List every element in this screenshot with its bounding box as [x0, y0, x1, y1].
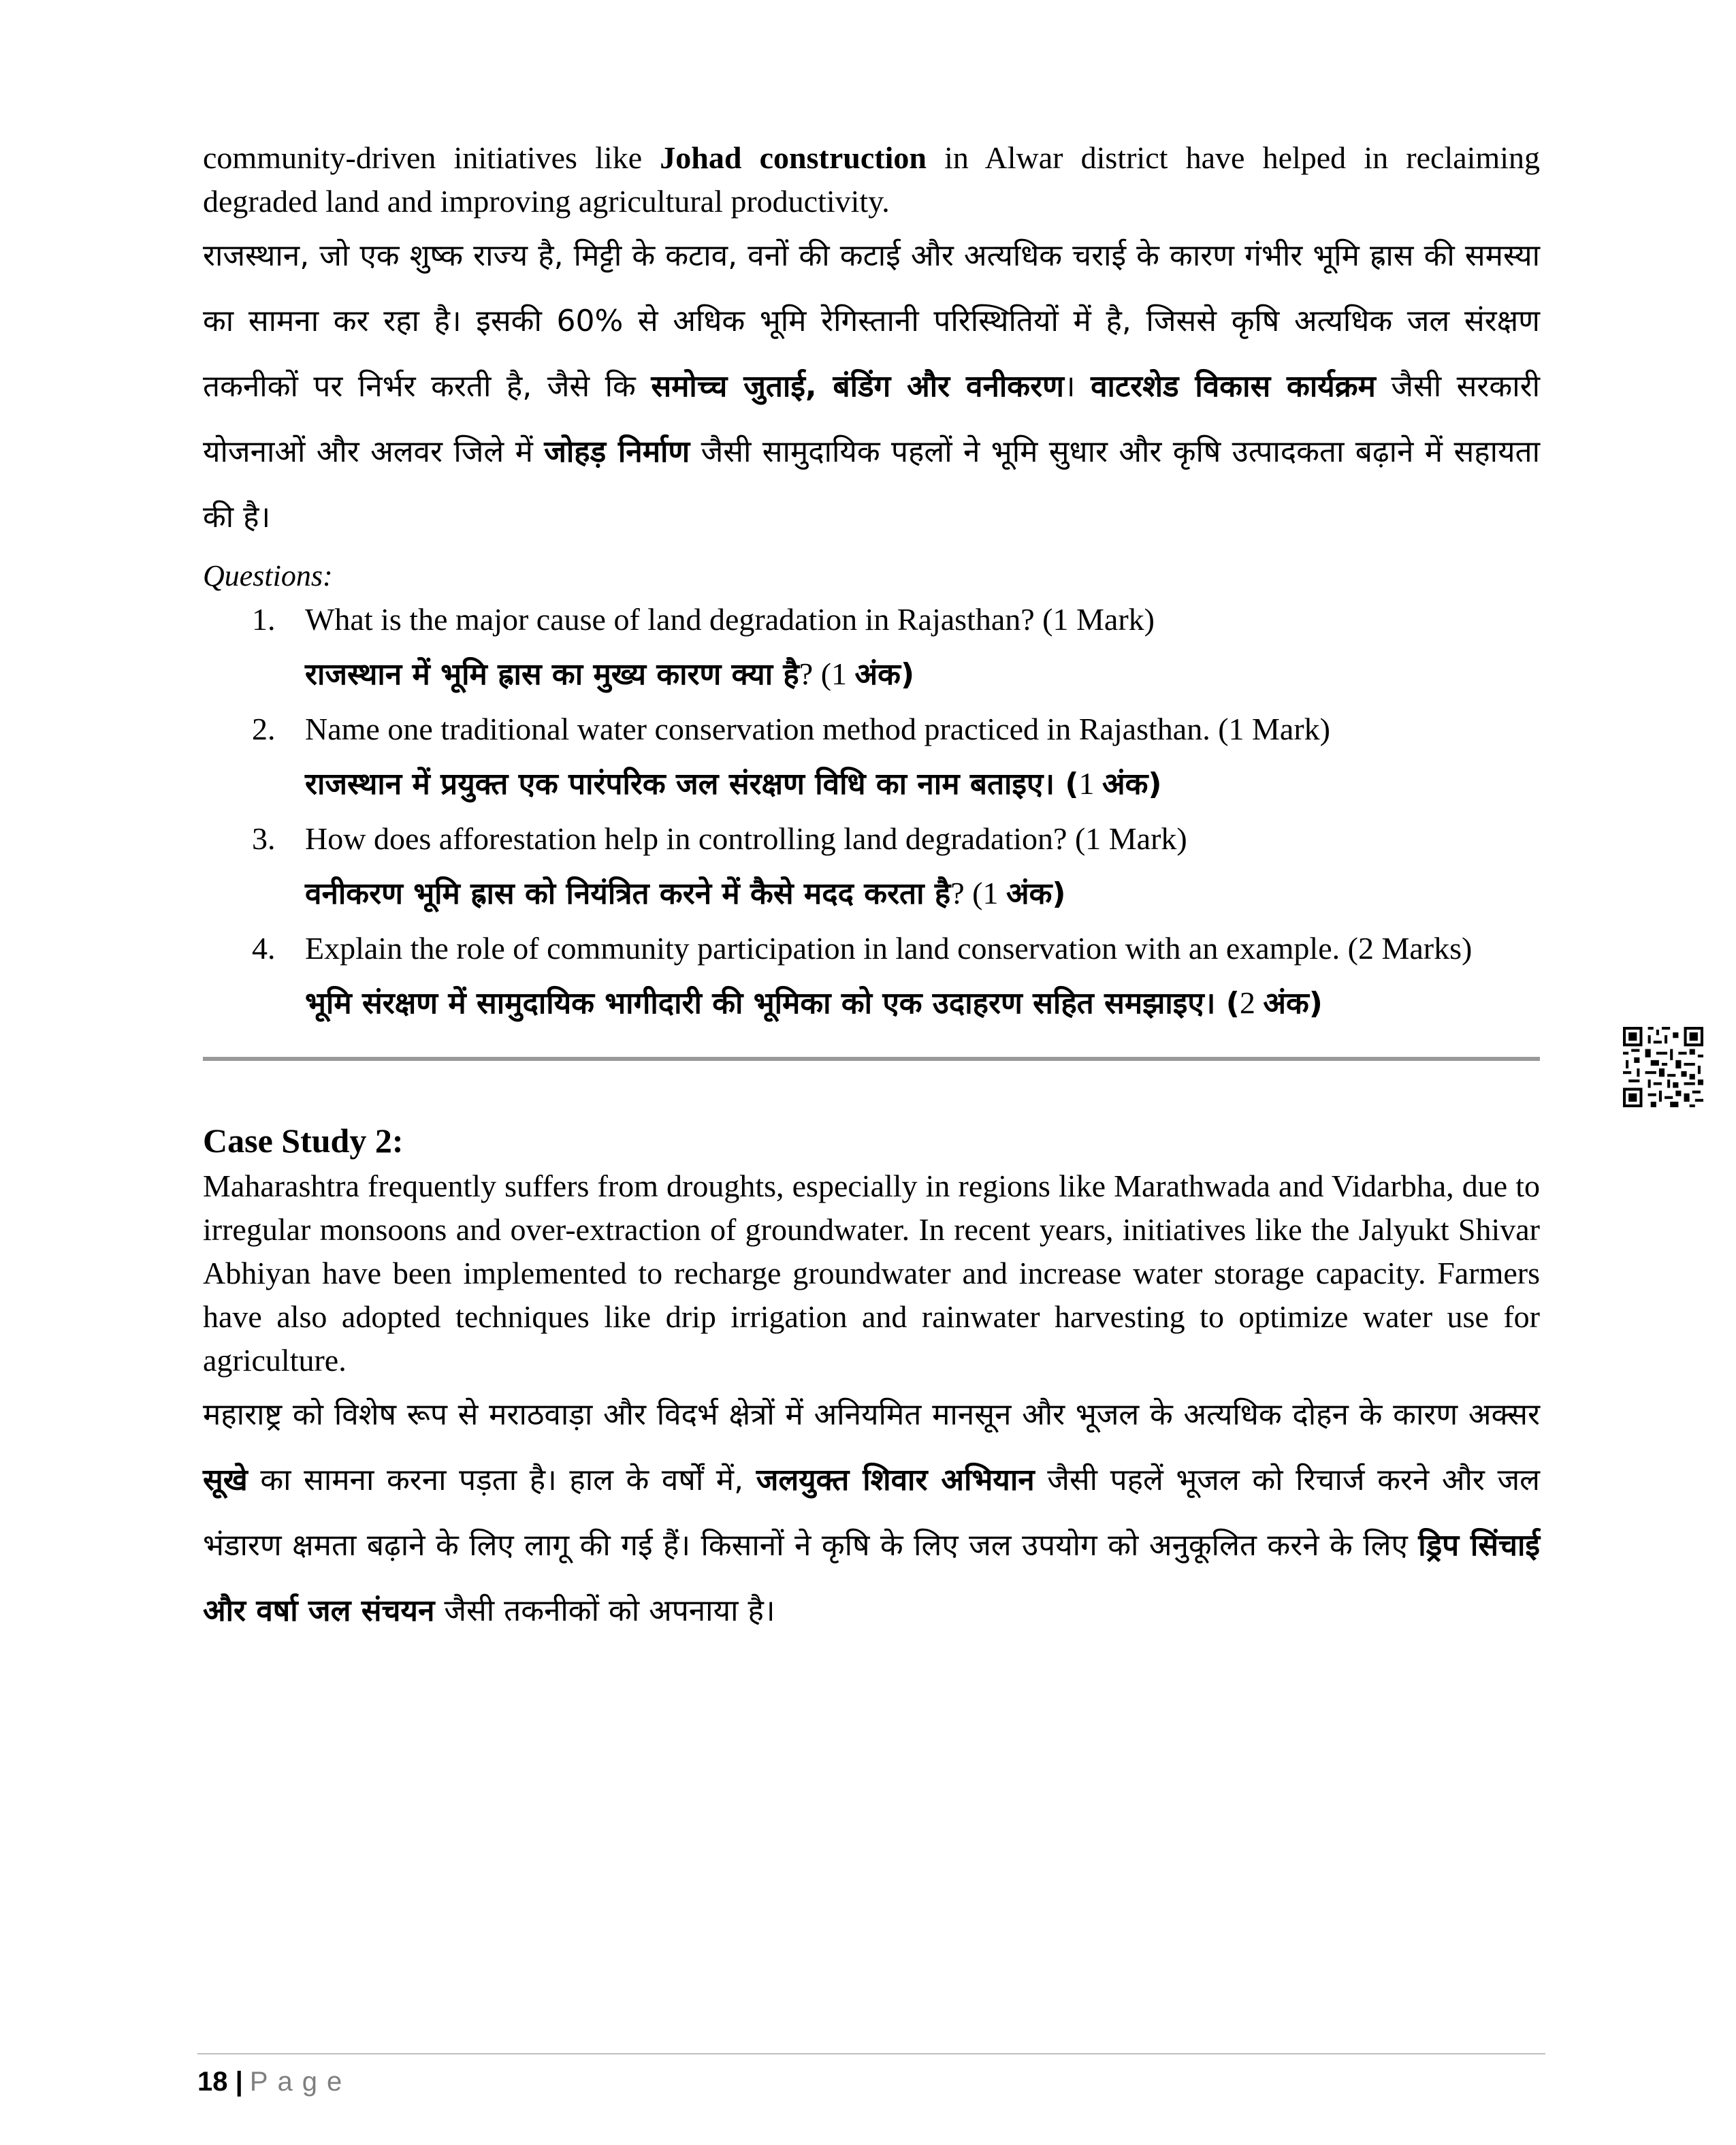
- question-item: [203, 598, 1540, 708]
- page-footer: [197, 2063, 351, 2100]
- page-number: 18: [197, 2067, 228, 2097]
- question-hindi-text: राजस्थान में प्रयुक्त एक पारंपरिक जल संरक्षण विधि का नाम बताइए। (: [305, 767, 1079, 801]
- question-mark-word: अंक): [854, 657, 915, 692]
- question-hindi-text: राजस्थान में भूमि ह्रास का मुख्य कारण क्या है: [305, 657, 799, 692]
- case-study-2-english: Maharashtra frequently suffers from droughts, especially in regions like Marathwada and Vidarbha, due to irregular monsoons and over-extraction of groundwater. In recent years, initiatives like the Jalyukt Shivar Abhiyan have been implemented to recharge groundwater and increase water storage capacity. Farmers have also adopted techniques like drip irrigation and rainwater harvesting to optimize water use for agriculture.: [203, 1169, 1540, 1378]
- question-number: 1.: [252, 602, 276, 637]
- section-divider: [203, 1057, 1540, 1061]
- question-hindi-text: भूमि संरक्षण में सामुदायिक भागीदारी की भूमिका को एक उदाहरण सहित समझाइए। (: [305, 986, 1240, 1021]
- question-mark-word: अंक): [1102, 767, 1162, 801]
- question-paren: 2: [1239, 985, 1264, 1020]
- hindi-paragraph-1: [203, 223, 1540, 550]
- intro-paragraph: [203, 136, 1540, 223]
- hindi-text: राजस्थान, जो एक शुष्क राज्य है, मिट्टी के कटाव, वनों की कटाई और अत्यधिक चराई के कारण गंभीर भूमि ह्रास की समस्या का सामना कर रहा है। इसकी 60% से अधिक भूमि रेगिस्तानी परिस्थितियों में है, जिससे कृषि अत्यधिक जल संरक्षण तकनीकों पर निर्भर करती है, जैसे कि: [203, 238, 1540, 404]
- hindi-text: जैसी सामुदायिक पहलों ने भूमि सुधार और कृषि उत्पादकता बढ़ाने में सहायता की है।: [203, 434, 1540, 535]
- footer-separator: |: [235, 2067, 243, 2097]
- question-mark-word: अंक): [1263, 986, 1323, 1021]
- question-hindi: [305, 970, 1540, 1036]
- question-english: How does afforestation help in controlling land degradation? (1 Mark): [305, 821, 1187, 856]
- hindi-text: जैसी सरकारी योजनाओं और अलवर जिले में: [203, 369, 1540, 469]
- question-item: [203, 927, 1540, 1036]
- hindi-text: महाराष्ट्र को विशेष रूप से मराठवाड़ा और विदर्भ क्षेत्रों में अनियमित मानसून और भूजल के अत्यधिक दोहन के कारण अक्सर: [203, 1397, 1540, 1432]
- intro-bold-johad: Johad construction: [660, 140, 927, 175]
- question-item: [203, 708, 1540, 817]
- hindi-bold: जोहड़ निर्माण: [544, 434, 690, 469]
- hindi-text: जैसी पहलें भूजल को रिचार्ज करने और जल भंडारण क्षमता बढ़ाने के लिए लागू की गई हैं। किसानों ने कृषि के लिए जल उपयोग को अनुकूलित करने के लिए: [203, 1463, 1540, 1563]
- page-content: [203, 136, 1540, 1644]
- hindi-text: का सामना करना पड़ता है। हाल के वर्षों में,: [247, 1463, 756, 1497]
- question-english: Explain the role of community participation in land conservation with an example. (2 Marks): [305, 931, 1473, 966]
- question-hindi: [305, 861, 1540, 927]
- question-english: What is the major cause of land degradation in Rajasthan? (1 Mark): [305, 602, 1155, 637]
- questions-list: [203, 598, 1540, 1036]
- question-mark-word: अंक): [1006, 876, 1066, 911]
- hindi-text: ।: [1063, 369, 1091, 404]
- intro-text-2: in Alwar district have helped in reclaiming degraded land and improving agricultural productivity.: [203, 140, 1540, 219]
- question-number: 2.: [252, 712, 276, 746]
- question-number: 3.: [252, 821, 276, 856]
- case-study-2-hindi: [203, 1382, 1540, 1644]
- page-word: Page: [249, 2067, 352, 2097]
- question-hindi: [305, 641, 1540, 708]
- question-item: [203, 817, 1540, 927]
- question-paren: ? (1: [799, 656, 855, 691]
- hindi-bold: जलयुक्त शिवार अभियान: [756, 1463, 1035, 1497]
- hindi-bold: सूखे: [203, 1463, 248, 1497]
- hindi-bold: वाटरशेड विकास कार्यक्रम: [1091, 369, 1376, 404]
- case-study-2-title: Case Study 2:: [203, 1122, 404, 1160]
- questions-label: Questions:: [203, 559, 333, 592]
- question-paren: 1: [1078, 766, 1102, 801]
- question-hindi-text: वनीकरण भूमि ह्रास को नियंत्रित करने में कैसे मदद करता है: [305, 876, 951, 911]
- footer-divider: [197, 2053, 1545, 2054]
- hindi-bold: समोच्च जुताई, बंडिंग और वनीकरण: [651, 369, 1064, 404]
- hindi-bold: ड्रिप सिंचाई और वर्षा जल संचयन: [203, 1528, 1540, 1628]
- question-paren: ? (1: [950, 876, 1006, 910]
- qr-code-icon[interactable]: [1623, 1027, 1703, 1107]
- question-hindi: [305, 751, 1540, 817]
- question-number: 4.: [252, 931, 276, 966]
- intro-text-1: community-driven initiatives like: [203, 140, 660, 175]
- hindi-text: जैसी तकनीकों को अपनाया है।: [434, 1593, 775, 1628]
- question-english: Name one traditional water conservation method practiced in Rajasthan. (1 Mark): [305, 712, 1330, 746]
